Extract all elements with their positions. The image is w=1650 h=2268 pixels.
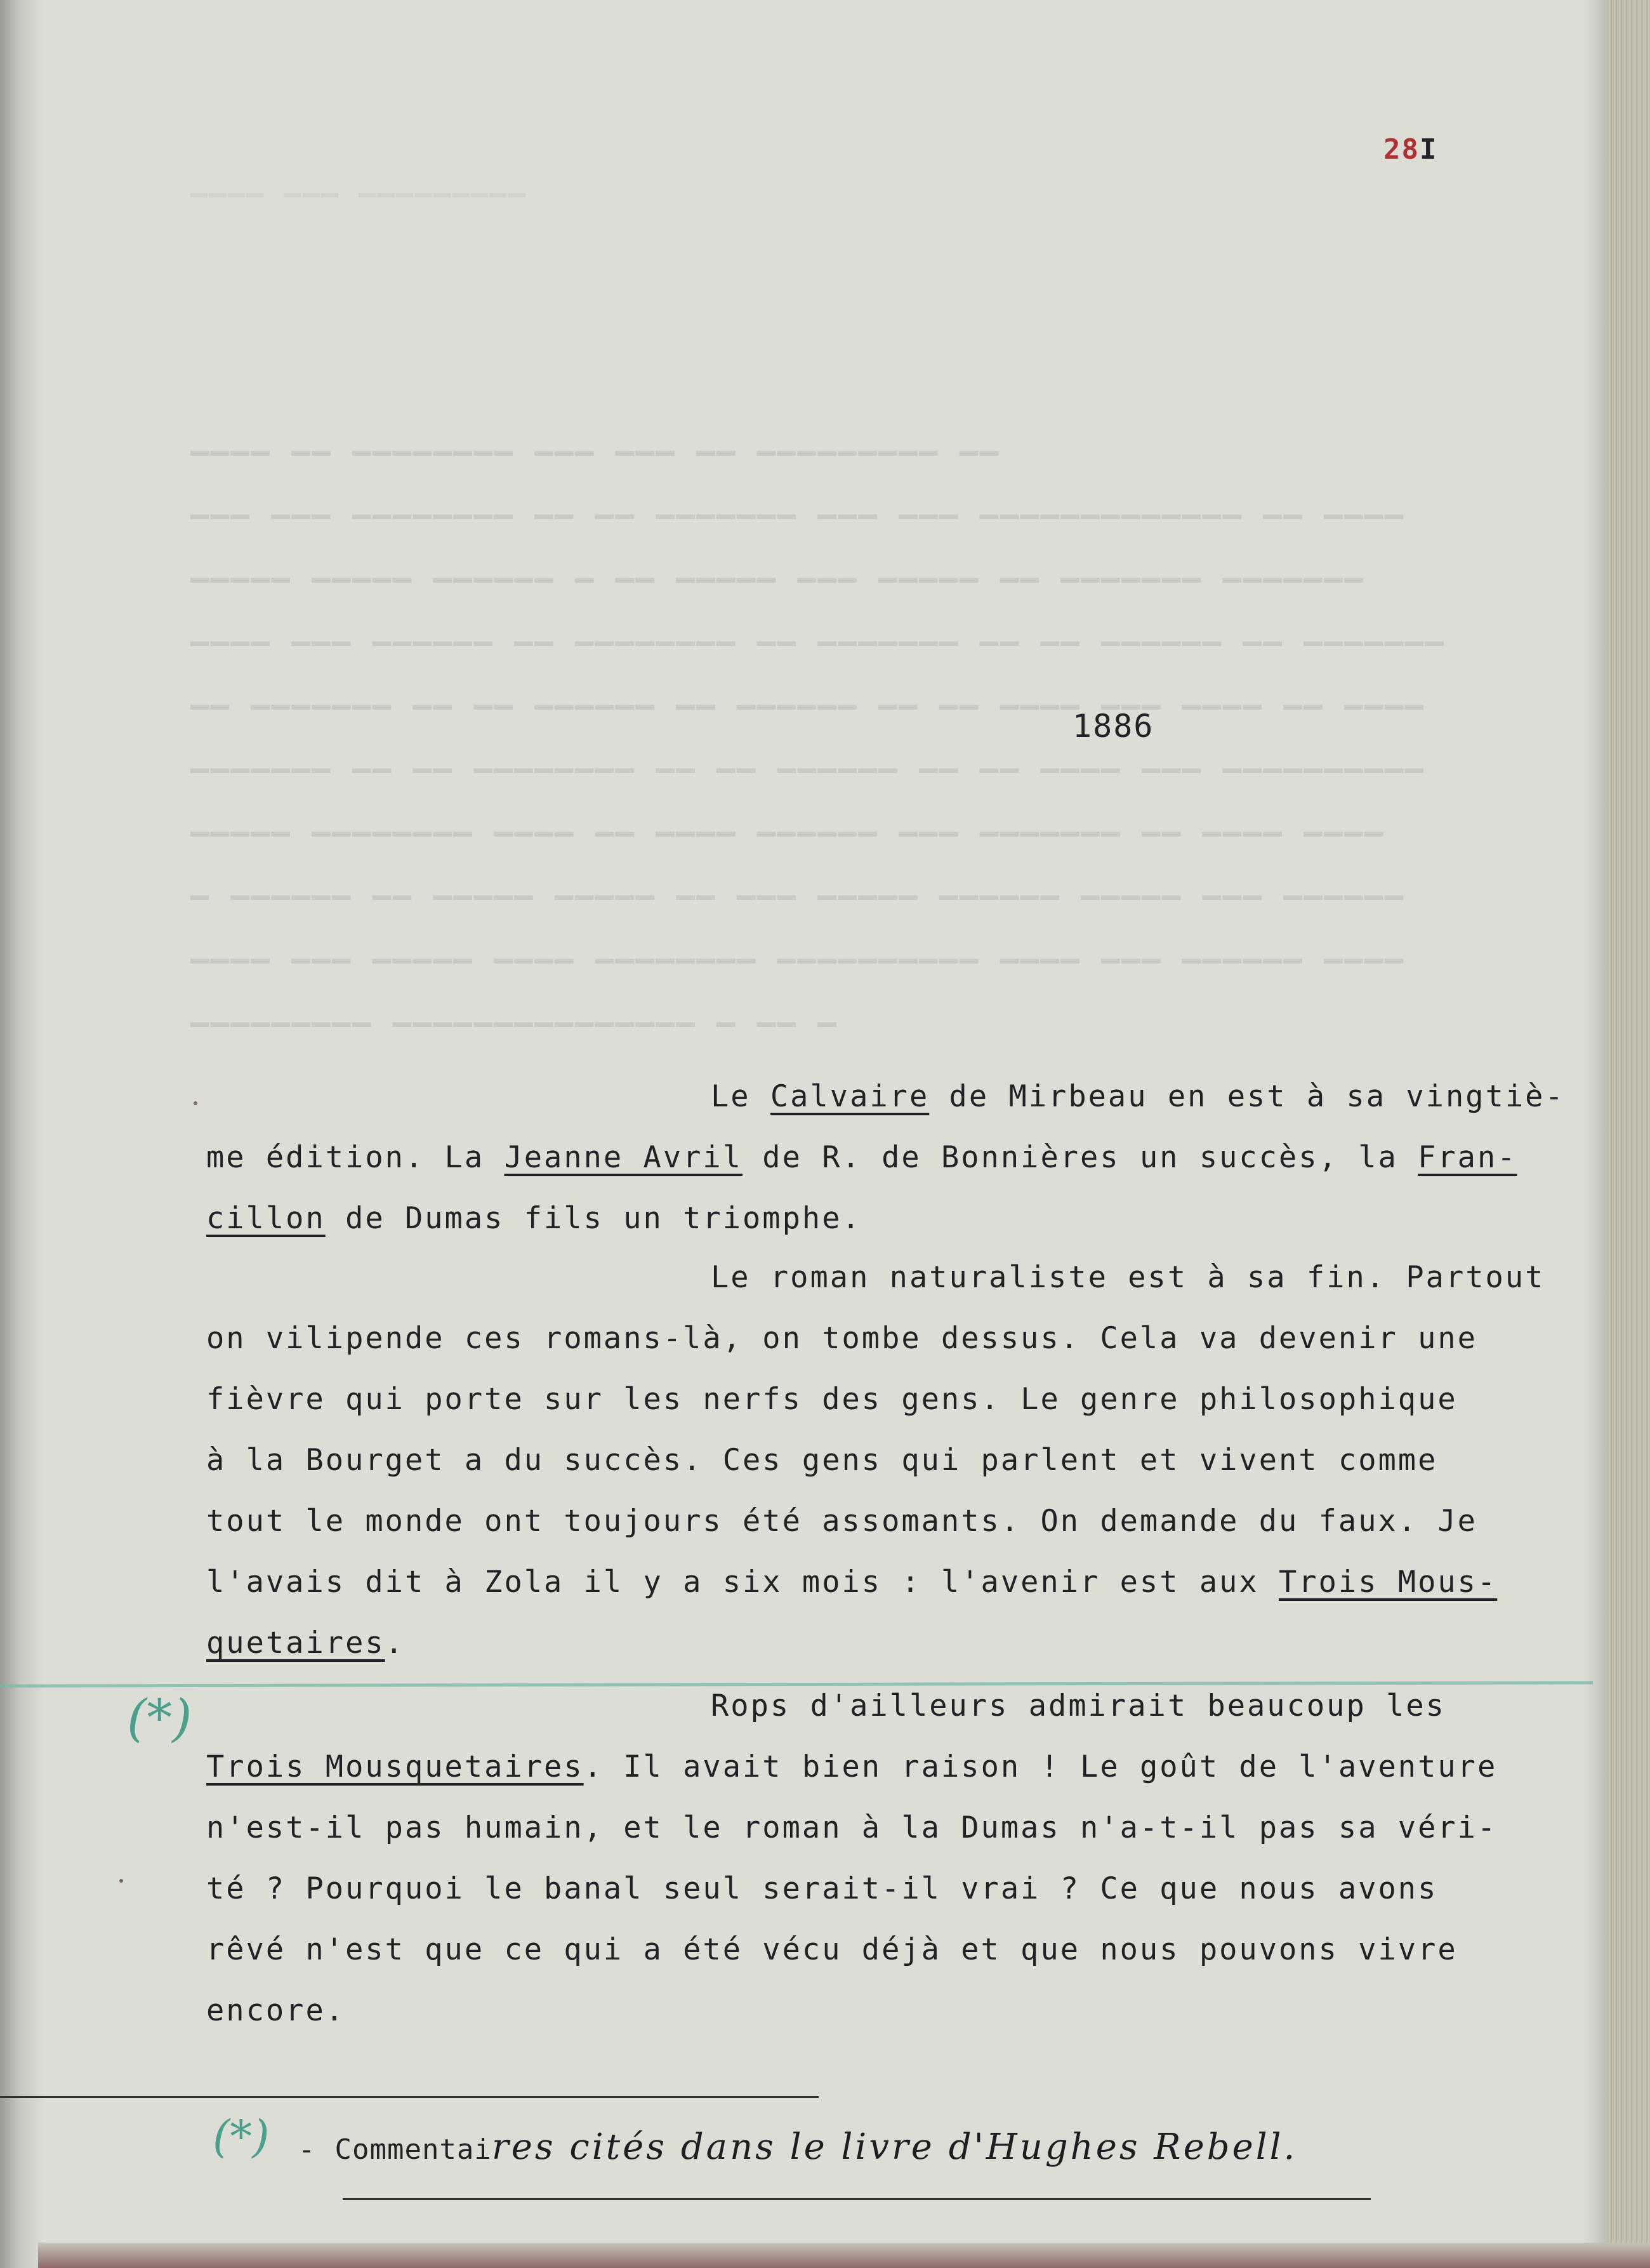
page-number-suffix: I <box>1419 133 1438 166</box>
margin-asterisk-mark: (*) <box>127 1688 192 1747</box>
title-underlined: Trois Mous- <box>1279 1565 1498 1600</box>
bleed-through-line: ▁▁▁▁▁ ▁▁▁▁▁▁▁▁ ▁▁▁▁ ▁▁ ▁▁▁▁ ▁▁▁▁▁▁ ▁▁▁ ▁▁▁▁▁▁▁ ▁▁ ▁▁▁▁ ▁▁▁▁ <box>190 801 1385 837</box>
page-number <box>1383 133 1437 166</box>
footnote-separator-rule <box>0 2096 819 2098</box>
bleed-through-line: ▁▁▁ ▁▁▁ ▁▁▁▁▁▁▁▁ ▁▁ ▁▁ ▁▁▁▁▁▁▁ ▁▁▁ ▁▁▁ ▁▁▁▁▁▁▁▁▁▁▁▁▁ ▁▁ ▁▁▁▁ <box>190 484 1405 519</box>
footnote-underline <box>343 2198 1371 2200</box>
text-line: té ? Pourquoi le banal seul serait-il vrai ? Ce que nous avons <box>206 1871 1438 1906</box>
year-heading: 1886 <box>1072 708 1154 745</box>
footnote-dash: - <box>298 2133 316 2166</box>
text-line: Le roman naturaliste est à sa fin. Partout <box>711 1260 1545 1295</box>
text-run: Le <box>711 1079 770 1114</box>
text-run: . Il avait bien raison ! Le goût de l'aventure <box>583 1749 1498 1784</box>
bleed-through-text <box>190 406 1618 1041</box>
text-run: l'avais dit à Zola il y a six mois : l'avenir est aux <box>206 1565 1279 1600</box>
text-line: rêvé n'est que ce qui a été vécu déjà et que nous pouvons vivre <box>206 1932 1458 1967</box>
text-line: Rops d'ailleurs admirait beaucoup les <box>711 1688 1446 1723</box>
text-run: . <box>385 1626 405 1661</box>
paragraph-3 <box>206 1676 1602 2041</box>
footnote <box>298 2126 1297 2168</box>
text-line: tout le monde ont toujours été assomants. On demande du faux. Je <box>206 1504 1477 1539</box>
bleed-through-line: ▁ ▁▁▁▁▁▁ ▁▁ ▁▁▁▁▁ ▁▁▁▁▁ ▁▁ ▁▁▁ ▁▁▁▁▁ ▁▁▁▁▁▁ ▁▁▁▁▁ ▁▁▁ ▁▁▁▁▁▁ <box>190 865 1405 900</box>
footnote-typed-text: Commentai <box>334 2133 492 2166</box>
bleed-through-line: ▁▁▁▁▁▁▁▁▁ ▁▁▁▁▁▁▁▁▁▁▁▁▁▁▁ ▁ ▁▁ ▁ <box>190 991 838 1027</box>
bleed-through-line: ▁▁ ▁▁▁▁▁▁▁ ▁▁ ▁▁ ▁▁▁▁▁▁ ▁▁ ▁▁▁▁▁▁ ▁▁ ▁▁ ▁▁▁▁ ▁▁▁ ▁▁▁▁ ▁▁ ▁▁▁▁ <box>190 674 1425 710</box>
title-underlined: cillon <box>206 1201 326 1236</box>
bleed-through-heading: ▁▁▁▁ ▁▁▁ ▁▁▁▁▁▁▁▁▁ <box>190 165 527 197</box>
bleed-through-line: ▁▁▁▁▁▁▁ ▁▁ ▁▁ ▁▁▁▁▁▁▁▁ ▁▁ ▁▁ ▁▁▁▁▁▁ ▁▁ ▁▁ ▁▁▁▁ ▁▁▁ ▁▁▁▁▁▁▁▁▁▁ <box>190 738 1425 773</box>
text-run: de Mirbeau en est à sa vingtiè- <box>929 1079 1565 1114</box>
text-run: me édition. La <box>206 1140 505 1175</box>
text-line <box>206 1127 1602 1188</box>
title-underlined: Trois Mousquetaires <box>206 1749 584 1784</box>
paragraph-2 <box>206 1247 1602 1674</box>
bleed-through-line: ▁▁▁▁ ▁▁▁ ▁▁▁▁▁ ▁▁▁▁ ▁▁▁▁▁▁▁▁ ▁▁▁▁▁▁▁▁▁▁ ▁▁▁▁ ▁▁▁ ▁▁▁▁▁▁ ▁▁▁▁ <box>190 928 1405 964</box>
page-number-corrected-digits: 28 <box>1383 133 1420 166</box>
bleed-through-line: ▁▁▁▁▁ ▁▁▁▁▁ ▁▁▁▁▁▁ ▁ ▁▁ ▁▁▁▁▁ ▁▁▁ ▁▁▁▁▁ ▁▁ ▁▁▁▁▁▁▁ ▁▁▁▁▁▁▁ <box>190 547 1365 583</box>
ink-speck <box>194 1101 197 1105</box>
title-underlined: Jeanne Avril <box>504 1140 743 1175</box>
ink-speck <box>119 1879 123 1883</box>
book-binding-shadow <box>0 0 44 2268</box>
title-underlined: Fran- <box>1418 1140 1517 1175</box>
book-cover-edge <box>38 2243 1650 2268</box>
page-stack-edges <box>1608 0 1650 2268</box>
footnote-asterisk-mark: (*) <box>213 2111 270 2163</box>
text-line: encore. <box>206 1993 346 2028</box>
text-line <box>206 1552 1602 1613</box>
text-line: on vilipende ces romans-là, on tombe dessus. Cela va devenir une <box>206 1321 1477 1356</box>
text-line: n'est-il pas humain, et le roman à la Dumas n'a-t-il pas sa véri- <box>206 1810 1498 1845</box>
text-run: de Dumas fils un triomphe. <box>325 1201 862 1236</box>
text-line <box>206 1737 1602 1798</box>
title-underlined: Calvaire <box>770 1079 930 1114</box>
text-line <box>206 1066 1602 1127</box>
text-line: fièvre qui porte sur les nerfs des gens. Le genre philosophique <box>206 1382 1458 1417</box>
bleed-through-line: ▁▁▁▁ ▁▁ ▁▁▁▁▁▁▁▁ ▁▁▁ ▁▁▁ ▁▁ ▁▁▁▁▁▁▁▁▁ ▁▁ <box>190 420 1000 456</box>
footnote-handwritten-text: res cités dans le livre d'Hughes Rebell. <box>491 2126 1298 2168</box>
paragraph-1 <box>206 1066 1602 1249</box>
title-underlined: quetaires <box>206 1626 385 1661</box>
text-line: à la Bourget a du succès. Ces gens qui parlent et vivent comme <box>206 1443 1438 1478</box>
text-line <box>206 1613 1602 1674</box>
text-line <box>206 1188 1602 1249</box>
bleed-through-line: ▁▁▁▁ ▁▁▁ ▁▁▁▁▁▁ ▁▁ ▁▁▁▁▁▁▁▁ ▁▁ ▁▁▁▁▁▁▁ ▁▁ ▁▁ ▁▁▁▁▁▁ ▁▁ ▁▁▁▁▁▁▁ <box>190 611 1446 646</box>
text-run: de R. de Bonnières un succès, la <box>742 1140 1418 1175</box>
